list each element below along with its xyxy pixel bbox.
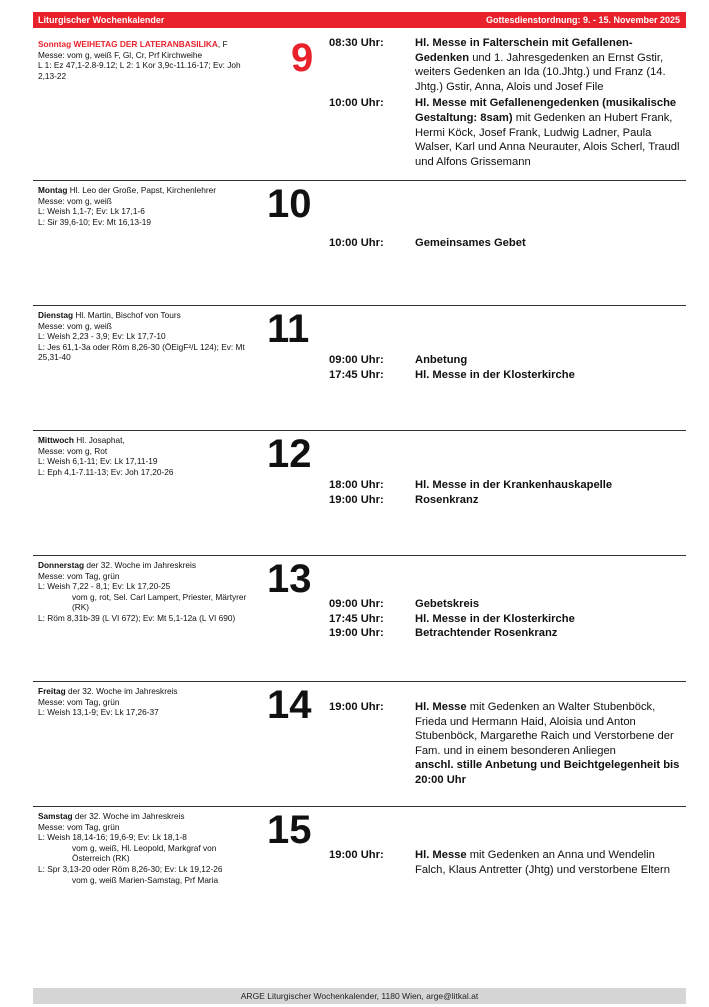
service-entry: [329, 848, 686, 877]
services-list: [329, 236, 686, 253]
day-name: Sonntag WEIHETAG DER LATERANBASILIKA: [38, 39, 218, 49]
service-description: Hl. Messe in der Klosterkirche: [415, 368, 575, 381]
services-list: [329, 848, 686, 879]
day-block-friday: [33, 681, 686, 806]
mass-info: Messe: vom g, weiß: [38, 320, 112, 331]
service-entry: [329, 236, 686, 251]
day-block-monday: [33, 180, 686, 305]
day-feast: Hl. Josaphat,: [73, 435, 125, 445]
day-name: Samstag: [38, 811, 73, 821]
service-time: 19:00 Uhr:: [329, 627, 384, 640]
day-info: [38, 435, 256, 477]
day-info: [38, 185, 256, 227]
readings: L: Eph 4,1-7.11-13; Ev: Joh 17,20-26: [38, 466, 174, 477]
day-block-thursday: [33, 555, 686, 681]
service-description: Betrachtender Rosenkranz: [415, 627, 558, 640]
services-list: [329, 597, 686, 643]
readings: L: Weish 1,1-7; Ev: Lk 17,1-6: [38, 206, 145, 217]
readings: L 1: Ez 47,1-2.8-9.12; L 2: 1 Kor 3,9c-11.16-17; Ev: Joh 2,13-22: [38, 60, 241, 81]
day-info: [38, 39, 256, 81]
footer-text: ARGE Liturgischer Wochenkalender, 1180 Wien, arge@litkal.at: [240, 991, 479, 1001]
service-description: Hl. Messe mit Gefallenengedenken (musikalische Gestaltung: 8sam) mit Gedenken an Hubert Frank, Hermi Köck, Josef Frank, Ludwig Ladner, Paula Walser, Karl und Anna Neurauter, Alois Scherl, Traudl und Alfons Grissemann: [415, 97, 680, 168]
service-description: Rosenkranz: [415, 493, 479, 506]
day-number: 15: [267, 808, 312, 852]
day-block-tuesday: [33, 305, 686, 430]
service-time: 18:00 Uhr:: [329, 479, 384, 491]
day-block-sunday: [33, 34, 686, 180]
services-list: [329, 36, 686, 171]
day-name: Montag: [38, 185, 68, 195]
day-number: 14: [267, 683, 312, 727]
readings: L: Röm 8,31b-39 (L VI 672); Ev: Mt 5,1-12a (L VI 690): [38, 612, 236, 623]
services-list: [329, 700, 686, 790]
service-time: 19:00 Uhr:: [329, 849, 384, 861]
day-feast: Hl. Martin, Bischof von Tours: [73, 310, 181, 320]
service-description: Gemeinsames Gebet: [415, 237, 526, 249]
readings: L: Weish 18,14-16; 19,6-9; Ev: Lk 18,1-8: [38, 832, 187, 843]
readings: L: Spr 3,13-20 oder Röm 8,26-30; Ev: Lk 19,12-26: [38, 863, 223, 874]
mass-info: Messe: vom Tag, grün: [38, 696, 120, 707]
service-entry: [329, 700, 686, 788]
readings: L: Sir 39,6-10; Ev: Mt 16,13-19: [38, 216, 151, 227]
service-entry: [329, 368, 686, 383]
service-entry: [329, 612, 686, 627]
service-time: 09:00 Uhr:: [329, 354, 384, 366]
service-entry: [329, 493, 686, 508]
day-number: 12: [267, 432, 312, 476]
mass-info: Messe: vom g, weiß F, Gl, Cr, Prf Kirchweihe: [38, 49, 203, 60]
service-time: 10:00 Uhr:: [329, 237, 384, 249]
service-entry: [329, 96, 686, 169]
day-info: [38, 560, 256, 624]
service-description: Hl. Messe in der Klosterkirche: [415, 612, 575, 625]
alt-mass-info: vom g, weiß, Hl. Leopold, Markgraf von Österreich (RK): [72, 842, 217, 864]
day-name: Dienstag: [38, 310, 74, 320]
day-info: [38, 310, 256, 363]
day-name: Mittwoch: [38, 435, 74, 445]
services-list: [329, 478, 686, 509]
alt-mass-info: vom g, weiß Marien-Samstag, Prf Maria: [72, 874, 219, 885]
page-header: [33, 12, 686, 28]
service-description: Hl. Messe mit Gedenken an Anna und Wendelin Falch, Klaus Antretter (Jhtg) und verstorbene Eltern: [415, 849, 670, 876]
mass-info: Messe: vom g, Rot: [38, 445, 108, 456]
day-name: Freitag: [38, 686, 66, 696]
service-description: Hl. Messe mit Gedenken an Walter Stubenböck, Frieda und Hermann Haid, Aloisia und Anton Stubenböck, Margarethe Raich und Verstorbene der Fam. und in einem besonderen Anliegen anschl. stille Anbetung und Beichtgelegenheit bis 20:00 Uhr: [415, 701, 680, 786]
mass-info: Messe: vom g, weiß: [38, 195, 112, 206]
service-entry: [329, 626, 686, 641]
day-number: 13: [267, 557, 312, 601]
header-title: Liturgischer Wochenkalender: [38, 15, 165, 25]
service-entry: [329, 597, 686, 612]
service-time: 17:45 Uhr:: [329, 368, 384, 381]
service-entry: [329, 36, 686, 94]
day-name: Donnerstag: [38, 560, 85, 570]
readings: L: Jes 61,1-3a oder Röm 8,26-30 (ÖEigF²/L 124); Ev: Mt 25,31-40: [38, 341, 245, 363]
service-entry: [329, 478, 686, 493]
day-feast: der 32. Woche im Jahreskreis: [72, 811, 185, 821]
service-time: 17:45 Uhr:: [329, 612, 384, 625]
day-feast: der 32. Woche im Jahreskreis: [65, 686, 178, 696]
mass-info: Messe: vom Tag, grün: [38, 821, 120, 832]
service-time: 10:00 Uhr:: [329, 97, 384, 110]
alt-mass-info: vom g, rot, Sel. Carl Lampert, Priester, Märtyrer (RK): [72, 591, 247, 613]
readings: L: Weish 2,23 - 3,9; Ev: Lk 17,7-10: [38, 331, 166, 342]
service-time: 09:00 Uhr:: [329, 598, 384, 610]
mass-info: Messe: vom Tag, grün: [38, 570, 120, 581]
day-feast: , F: [217, 39, 228, 49]
service-time: 08:30 Uhr:: [329, 37, 384, 49]
service-entry: [329, 353, 686, 368]
service-description: Hl. Messe in der Krankenhauskapelle: [415, 479, 613, 491]
header-date-range: Gottesdienstordnung: 9. - 15. November 2025: [485, 15, 680, 25]
service-description: Gebetskreis: [415, 598, 480, 610]
day-block-saturday: [33, 806, 686, 976]
day-feast: der 32. Woche im Jahreskreis: [84, 560, 197, 570]
service-description: Anbetung: [415, 354, 468, 366]
services-list: [329, 353, 686, 384]
day-number: 10: [267, 182, 312, 226]
day-number: 9: [291, 36, 314, 80]
day-block-wednesday: [33, 430, 686, 555]
day-info: [38, 811, 256, 885]
readings: L: Weish 13,1-9; Ev: Lk 17,26-37: [38, 707, 159, 718]
service-time: 19:00 Uhr:: [329, 701, 384, 713]
readings: L: Weish 6,1-11; Ev: Lk 17,11-19: [38, 456, 158, 467]
day-number: 11: [267, 307, 310, 351]
day-feast: Hl. Leo der Große, Papst, Kirchenlehrer: [67, 185, 216, 195]
day-info: [38, 686, 256, 718]
service-time: 19:00 Uhr:: [329, 493, 384, 506]
readings: L: Weish 7,22 - 8,1; Ev: Lk 17,20-25: [38, 581, 171, 592]
service-description: Hl. Messe in Falterschein mit Gefallenen-Gedenken und 1. Jahresgedenken an Ernst Gstir, weiters Gedenken an Ida (10.Jhtg.) und Franz (14. Jhtg.) Gstir, Anna, Alois und Josef File: [415, 37, 666, 93]
page-footer: [33, 988, 686, 1004]
